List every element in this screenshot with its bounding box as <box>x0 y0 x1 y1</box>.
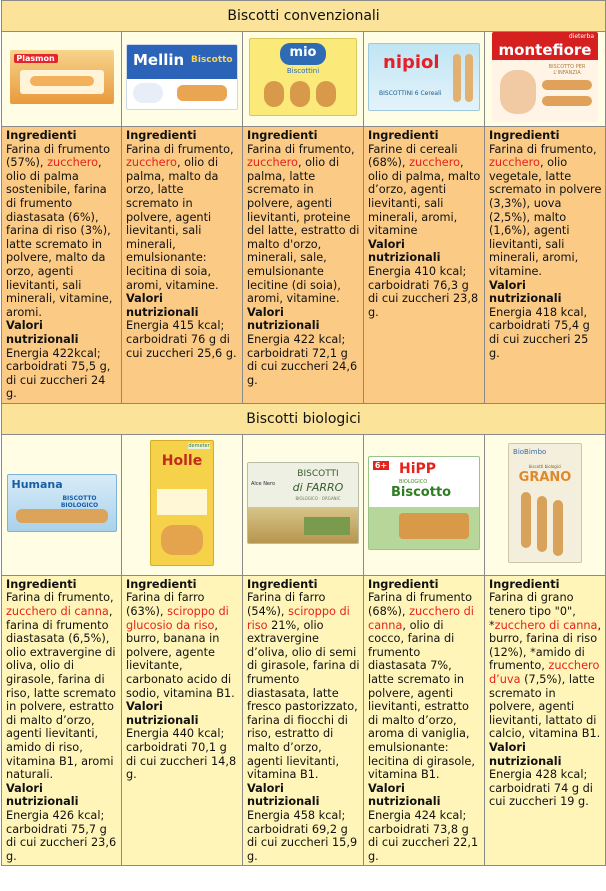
ingredients-text: Farina di frumento, zucchero, olio di palma, malto da orzo, latte scremato in polvere, agenti lievitanti, sali minerali, emulsionante: lecitina di soia, aromi, vitamine. <box>126 142 234 292</box>
sugar-highlight: zucchero <box>247 156 298 170</box>
ingredients-text: Farina di farro (63%), sciroppo di glucosio da riso, burro, banana in polvere, agente lievitante, carbonato acido di sodio, vitamina B1. <box>126 591 235 700</box>
nutrition-text: Energia 458 kcal; carboidrati 69,2 g di cui zuccheri 15,9 g. <box>247 808 358 863</box>
organic-cell-alce-nero <box>243 575 364 865</box>
product-image-montefiore: dieterba montefiore BISCOTTO PER L'INFANZIA <box>485 32 606 127</box>
nutrition-heading: Valori nutrizionali <box>6 319 79 346</box>
sugar-highlight: zucchero di canna <box>494 618 598 632</box>
product-image-mellin: Mellin Biscotto <box>122 32 243 127</box>
product-image-mio: mio Biscottini <box>243 32 364 127</box>
nutrition-heading: Valori nutrizionali <box>489 278 562 306</box>
nutrition-text: Energia 422 kcal; carboidrati 72,1 g di cui zuccheri 24,6 g. <box>247 332 358 387</box>
sugar-highlight: zucchero d’uva <box>489 659 600 687</box>
conventional-cell-mellin <box>122 127 243 404</box>
section-header-organic: Biscotti biologici <box>2 403 606 434</box>
nutrition-text: Energia 440 kcal; carboidrati 70,1 g di cui zuccheri 14,8 g. <box>126 727 237 782</box>
ingredients-heading: Ingredienti <box>247 129 318 142</box>
ingredients-heading: Ingredienti <box>126 577 197 591</box>
sugar-highlight: zucchero di canna <box>6 605 109 619</box>
section-header-conventional: Biscotti convenzionali <box>2 1 606 32</box>
nutrition-text: Energia 415 kcal; carboidrati 76 g di cui zuccheri 25,6 g. <box>126 319 237 360</box>
sugar-highlight: sciroppo di glucosio da riso <box>126 605 229 632</box>
nutrition-text: Energia 428 kcal; carboidrati 74 g di cui zuccheri 19 g. <box>489 768 593 809</box>
nutrition-text: Energia 418 kcal, carboidrati 75,4 g di cui zuccheri 25 g. <box>489 305 590 360</box>
product-image-biobimbo: BioBimbo biscotti biologici GRANO <box>485 434 606 575</box>
conventional-cell-plasmon <box>2 127 122 404</box>
sugar-highlight: zucchero <box>47 156 99 170</box>
product-image-hipp: 6+ HiPP BIOLOGICO Biscotto <box>364 434 485 575</box>
sugar-highlight: zucchero <box>489 156 540 170</box>
ingredients-heading: Ingredienti <box>6 129 77 142</box>
nutrition-heading: Valori nutrizionali <box>126 700 199 727</box>
ingredients-text: Farina di frumento (57%), zucchero, olio di palma sostenibile, farina di frumento diastasata (6%), farina di riso (3%), latte scremato in polvere, malto da orzo, agenti lievitanti, sali minerali, vitamine, aromi. <box>6 142 113 319</box>
product-image-nipiol: nipiol BISCOTTINI 6 Cereali <box>364 32 485 127</box>
nutrition-heading: Valori nutrizionali <box>6 781 79 809</box>
ingredients-heading: Ingredienti <box>368 129 439 142</box>
ingredients-text: Farina di grano tenero tipo "0", *zucchero di canna, burro, farina di riso (12%), *amido di frumento, zucchero d’uva (7,5%), latte scremato in polvere, agenti lievitanti, lattato di calcio, vitamina B1. <box>489 591 602 741</box>
organic-cell-holle <box>122 575 243 865</box>
organic-cell-humana <box>2 575 122 865</box>
ingredients-heading: Ingredienti <box>247 577 318 591</box>
conventional-cell-montefiore <box>485 127 606 404</box>
nutrition-heading: Valori nutrizionali <box>368 781 441 809</box>
ingredients-text: Farina di frumento, zucchero di canna, farina di frumento diastasata (6,5%), olio extravergine di oliva, olio di girasole, farina di riso, latte scremato in polvere, estratto di malto d’orzo, agenti lievitanti, amido di riso, vitamina B1, aromi naturali. <box>6 591 116 782</box>
ingredients-heading: Ingredienti <box>368 577 439 591</box>
nutrition-heading: Valori nutrizionali <box>489 741 562 768</box>
product-image-plasmon: Plasmon <box>2 32 122 127</box>
nutrition-heading: Valori nutrizionali <box>247 781 320 809</box>
nutrition-text: Energia 426 kcal; carboidrati 75,7 g di cui zuccheri 23,6 g. <box>6 808 117 863</box>
ingredients-text: Farina di frumento, zucchero, olio vegetale, latte scremato in polvere (3,3%), uova (2,5%), malto (1,6%), agenti lievitanti, sali minerali, aromi, vitamine. <box>489 142 602 278</box>
ingredients-text: Farine di cereali (68%), zucchero, olio di palma, malto d’orzo, agenti lievitanti, sali minerali, aromi, vitamine <box>368 142 481 238</box>
ingredients-heading: Ingredienti <box>6 577 77 591</box>
product-image-holle: demeter Holle <box>122 434 243 575</box>
ingredients-text: Farina di farro (54%), sciroppo di riso 21%, olio extravergine d’oliva, olio di semi di girasole, farina di frumento diastasata, latte fresco pastorizzato, farina di fiocchi di riso, estratto di malto d’orzo, agenti lievitanti, vitamina B1. <box>247 591 360 782</box>
product-image-alce-nero: Alce Nero BISCOTTI di FARRO BIOLOGICO · ORGANIC <box>243 434 364 575</box>
organic-cell-biobimbo <box>485 575 606 865</box>
organic-cell-hipp <box>364 575 485 865</box>
nutrition-heading: Valori nutrizionali <box>247 305 320 333</box>
conventional-cell-nipiol <box>364 127 485 404</box>
ingredients-heading: Ingredienti <box>126 129 197 142</box>
sugar-highlight: zucchero di canna <box>368 605 474 632</box>
ingredients-heading: Ingredienti <box>489 577 560 591</box>
ingredients-heading: Ingredienti <box>489 129 560 142</box>
product-image-humana: Humana BISCOTTO BIOLOGICO <box>2 434 122 575</box>
conventional-cell-mio <box>243 127 364 404</box>
sugar-highlight: zucchero <box>126 156 177 170</box>
ingredients-text: Farina di frumento, zucchero, olio di palma, latte scremato in polvere, agenti lievitanti, proteine del latte, estratto di malto d'orzo, minerali, sale, emulsionante lecitine (di soia), aromi, vitamine. <box>247 142 360 306</box>
nutrition-text: Energia 422kcal; carboidrati 75,5 g, di cui zuccheri 24 g. <box>6 346 111 401</box>
ingredients-text: Farina di frumento (68%), zucchero di canna, olio di cocco, farina di frumento diastasata 7%, latte scremato in polvere, agenti lievitanti, estratto di malto d’orzo, aroma di vaniglia, emulsionante: lecitina di girasole, vitamina B1. <box>368 591 475 782</box>
nutrition-heading: Valori nutrizionali <box>368 237 441 265</box>
nutrition-text: Energia 410 kcal; carboidrati 76,3 g di cui zuccheri 23,8 g. <box>368 264 479 319</box>
nutrition-heading: Valori nutrizionali <box>126 292 199 319</box>
sugar-highlight: zucchero <box>409 156 461 170</box>
biscuit-comparison-table <box>1 0 606 866</box>
nutrition-text: Energia 424 kcal; carboidrati 73,8 g di cui zuccheri 22,1 g. <box>368 808 479 863</box>
sugar-highlight: sciroppo di riso <box>247 605 350 632</box>
